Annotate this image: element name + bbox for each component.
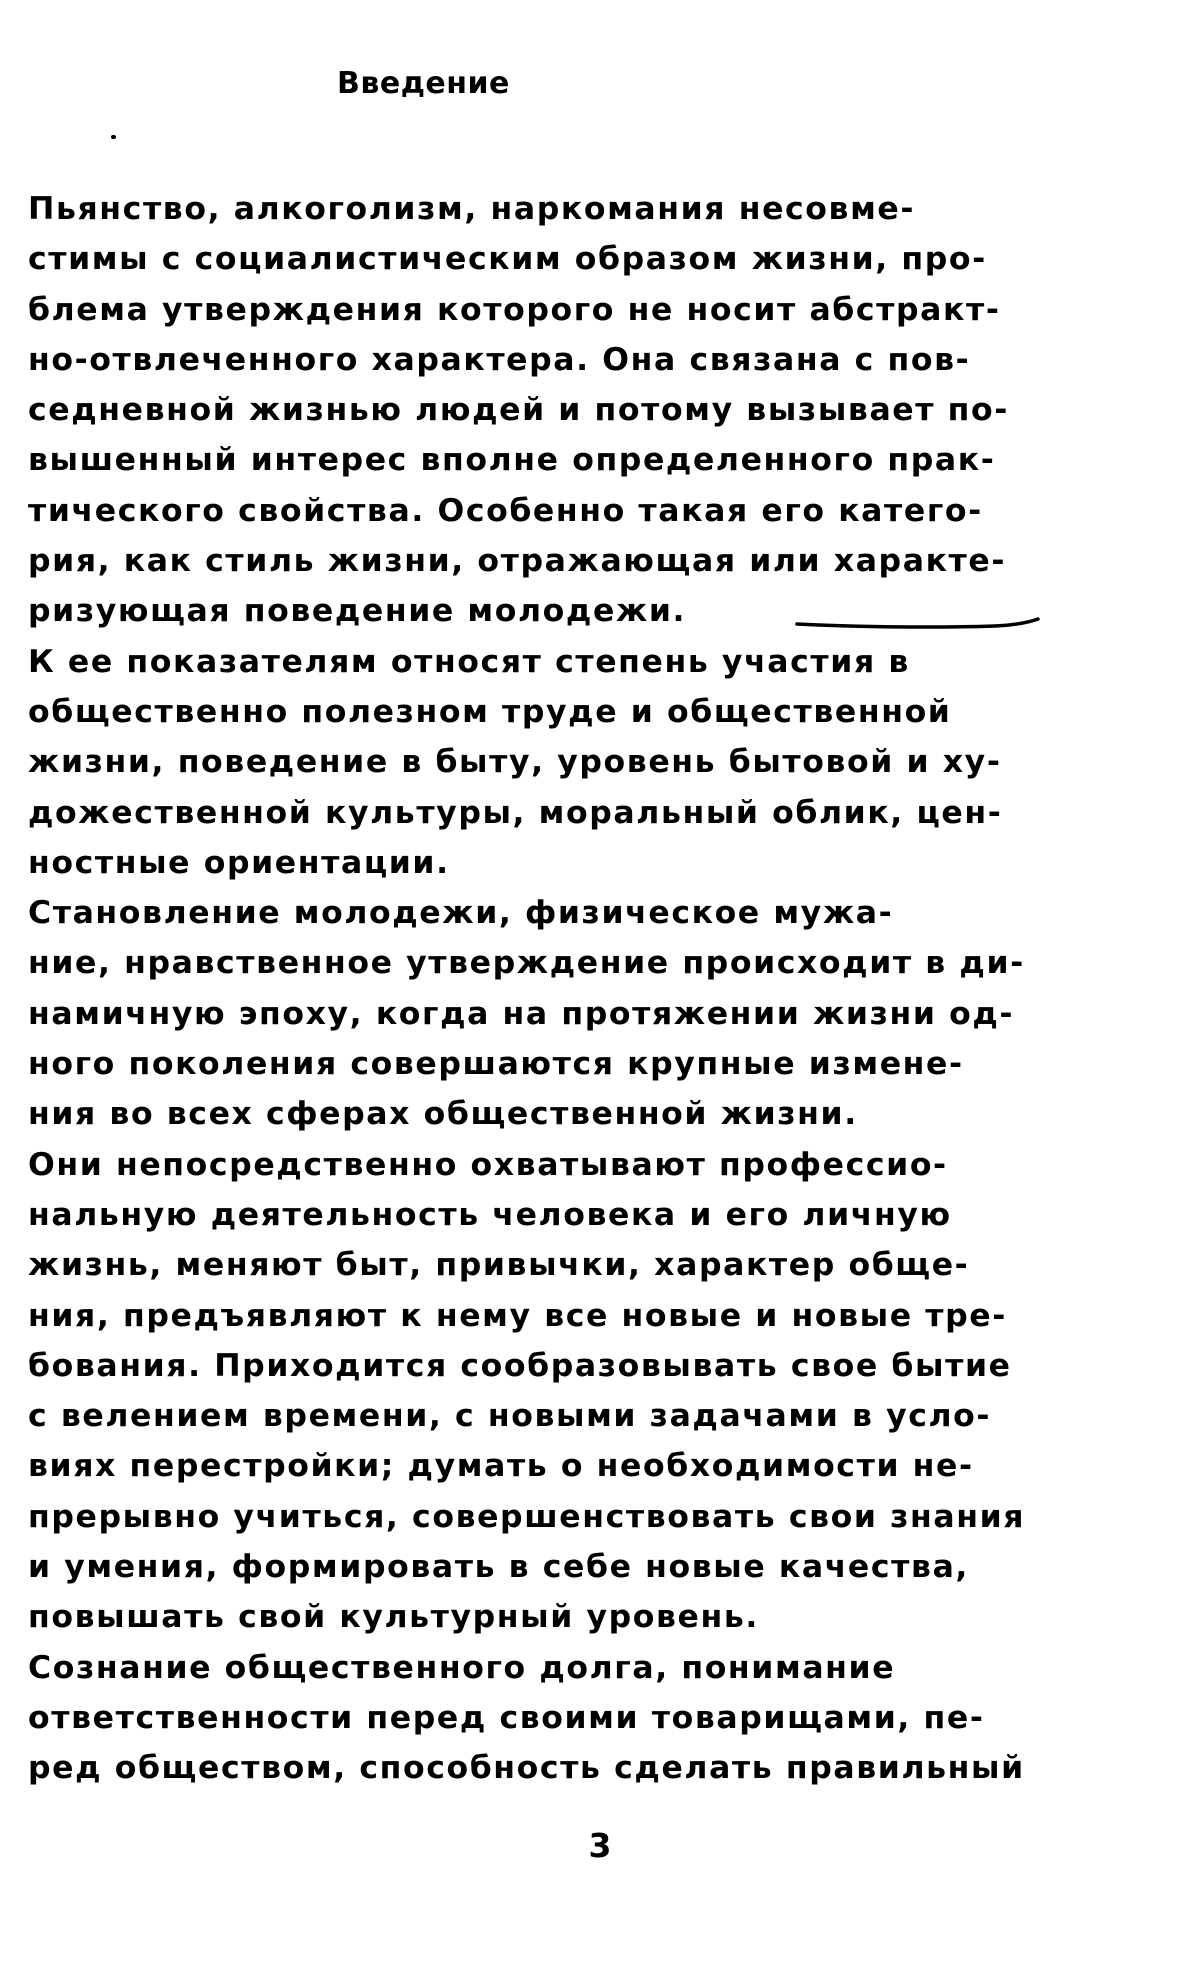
text-line: жизни, поведение в быту, уровень бытовой и ху- — [28, 744, 1002, 781]
text-line: тического свойства. Особенно такая его катего- — [28, 492, 983, 529]
text-line: Становление молодежи, физическое мужа- — [28, 895, 894, 932]
text-line: стимы с социалистическим образом жизни, про- — [28, 241, 987, 278]
text-line: ния во всех сферах общественной жизни. — [28, 1096, 858, 1133]
text-line: ного поколения совершаются крупные измене- — [28, 1046, 964, 1083]
text-line: и умения, формировать в себе новые качества, — [28, 1549, 969, 1586]
text-line: дожественной культуры, моральный облик, цен- — [28, 794, 1003, 831]
text-line: виях перестройки; думать о необходимости не- — [28, 1448, 974, 1485]
text-line: жизнь, меняют быт, привычки, характер обще- — [28, 1247, 970, 1284]
text-line: намичную эпоху, когда на протяжении жизни од- — [28, 995, 1015, 1032]
text-line: ответственности перед своими товарищами, пе- — [28, 1699, 985, 1736]
text-line: ние, нравственное утверждение происходит в ди- — [28, 945, 1025, 982]
text-line: но-отвлеченного характера. Она связана с пов- — [28, 341, 971, 378]
text-line: ностные ориентации. — [28, 844, 450, 881]
text-line: рия, как стиль жизни, отражающая или характе- — [28, 543, 1007, 580]
text-line: бования. Приходится сообразовывать свое бытие — [28, 1347, 1012, 1384]
text-line: ния, предъявляют к нему все новые и новые тре- — [28, 1297, 1007, 1334]
section-heading: Введение — [337, 66, 510, 101]
text-line: Они непосредственно охватывают профессио- — [28, 1146, 948, 1183]
text-line: К ее показателям относят степень участия в — [28, 643, 910, 680]
text-line: ред обществом, способность сделать правильный — [28, 1750, 1025, 1787]
text-line: с велением времени, с новыми задачами в усло- — [28, 1398, 992, 1435]
text-line: ризующая поведение молодежи. — [28, 593, 687, 630]
text-line: нальную деятельность человека и его личную — [28, 1196, 952, 1233]
text-line: прерывно учиться, совершенствовать свои знания — [28, 1498, 1026, 1535]
text-line: повышать свой культурный уровень. — [28, 1599, 759, 1636]
body-text — [28, 184, 1188, 1794]
text-line: Сознание общественного долга, понимание — [28, 1649, 896, 1686]
text-line: Пьянство, алкоголизм, наркомания несовме- — [28, 191, 916, 227]
ink-speck — [111, 135, 116, 139]
text-line: вышенный интерес вполне определенного прак- — [28, 442, 996, 479]
text-line: общественно полезном труде и общественной — [28, 693, 952, 730]
page-number: 3 — [588, 1826, 612, 1865]
text-line: блема утверждения которого не носит абстракт- — [28, 291, 1001, 328]
text-line: седневной жизнью людей и потому вызывает по- — [28, 392, 1009, 429]
handwritten-underline-mark — [795, 616, 1040, 630]
